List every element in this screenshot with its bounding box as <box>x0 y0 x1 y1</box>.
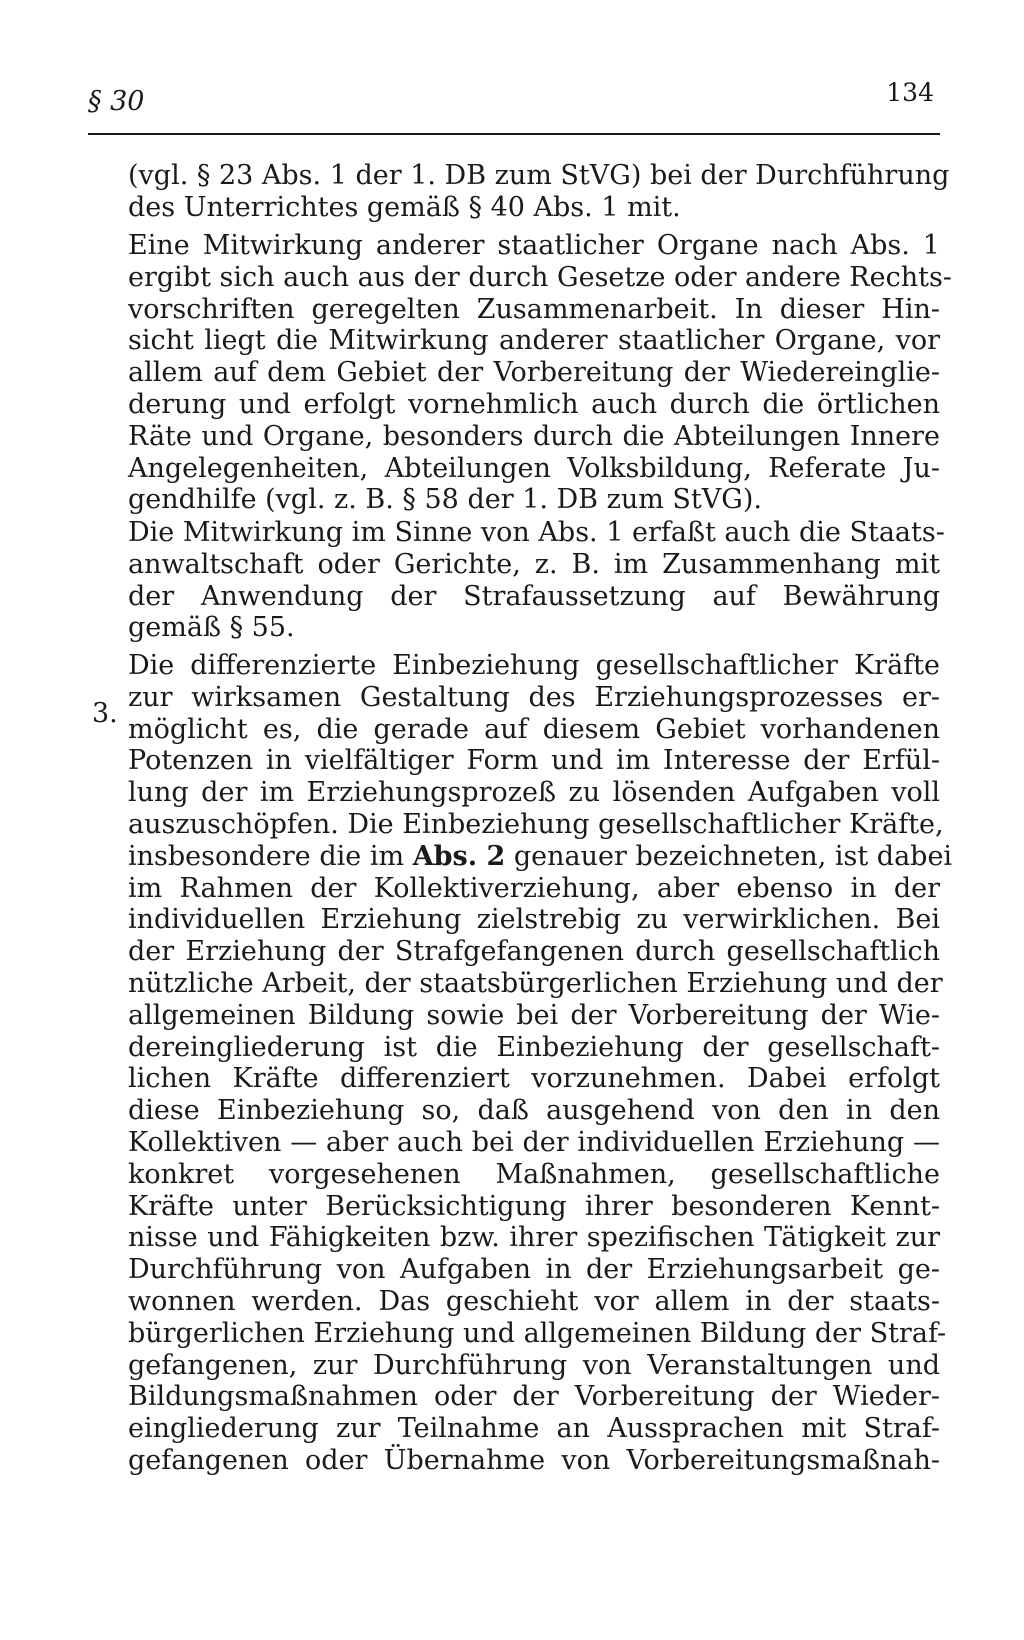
text-line: individuellen Erziehung zielstrebig zu verwirklichen. Bei <box>128 904 940 936</box>
paragraph-staatsanwaltschaft <box>128 517 945 644</box>
text-line: nisse und Fähigkeiten bzw. ihrer spezifischen Tätigkeit zur <box>128 1222 940 1254</box>
text-line: anwaltschaft oder Gerichte, z. B. im Zusammenhang mit <box>128 548 940 580</box>
text-segment: genauer bezeichneten, ist dabei <box>505 840 953 872</box>
text-line: Kräfte unter Berücksichtigung ihrer besonderen Kennt- <box>128 1190 940 1222</box>
text-line: ergibt sich auch aus der durch Gesetze oder andere Rechts- <box>128 261 952 293</box>
text-line: wonnen werden. Das geschieht vor allem in der staats- <box>128 1285 940 1317</box>
text-line: Kollektiven — aber auch bei der individuellen Erziehung — <box>128 1126 940 1158</box>
text-line: gemäß § 55. <box>128 612 295 644</box>
text-line: möglicht es, die gerade auf diesem Gebiet vorhandenen <box>128 713 940 745</box>
text-line: bürgerlichen Erziehung und allgemeinen Bildung der Straf- <box>128 1317 947 1349</box>
text-line: vorschriften geregelten Zusammenarbeit. In dieser Hin- <box>128 293 940 325</box>
text-line: gendhilfe (vgl. z. B. § 58 der 1. DB zum StVG). <box>128 484 762 516</box>
page-number: 134 <box>886 78 934 107</box>
text-line: gefangenen, zur Durchführung von Veranstaltungen und <box>128 1349 940 1381</box>
text-line: der Anwendung der Strafaussetzung auf Bewährung <box>128 580 940 612</box>
text-line: Die differenzierte Einbeziehung gesellschaftlicher Kräfte <box>128 650 940 681</box>
section-reference: § 30 <box>88 86 145 117</box>
text-line: der Erziehung der Strafgefangenen durch gesellschaftlich <box>128 936 940 968</box>
text-line: allem auf dem Gebiet der Vorbereitung der Wiedereinglie- <box>128 357 940 389</box>
text-line: lichen Kräfte differenziert vorzunehmen. Dabei erfolgt <box>128 1063 940 1095</box>
text-line: Potenzen in vielfältiger Form und im Interesse der Erfül- <box>128 745 940 777</box>
header-rule <box>88 133 940 135</box>
text-line: gefangenen oder Übernahme von Vorbereitungsmaßnah- <box>128 1444 940 1476</box>
text-line: Eine Mitwirkung anderer staatlicher Organe nach Abs. 1 <box>128 230 940 261</box>
text-line: (vgl. § 23 Abs. 1 der 1. DB zum StVG) bei der Durchführung <box>128 160 950 191</box>
text-line: Durchführung von Aufgaben in der Erziehungsarbeit ge- <box>128 1254 940 1286</box>
text-line: im Rahmen der Kollektiverziehung, aber ebenso in der <box>128 872 940 904</box>
text-line-with-bold <box>128 840 953 873</box>
paragraph-mitwirkung <box>128 230 952 516</box>
paragraph-continuation <box>128 160 950 224</box>
bold-reference: Abs. 2 <box>412 840 506 872</box>
text-line: auszuschöpfen. Die Einbeziehung gesellschaftlicher Kräfte, <box>128 808 944 840</box>
text-line: allgemeinen Bildung sowie bei der Vorbereitung der Wie- <box>128 999 940 1031</box>
text-line: zur wirksamen Gestaltung des Erziehungsprozesses er- <box>128 681 940 713</box>
list-item-number: 3. <box>92 698 118 729</box>
page-header <box>88 78 940 128</box>
text-line: nützliche Arbeit, der staatsbürgerlichen Erziehung und der <box>128 967 943 999</box>
text-line: Bildungsmaßnahmen oder der Vorbereitung der Wieder- <box>128 1381 940 1413</box>
text-line: diese Einbeziehung so, daß ausgehend von den in den <box>128 1095 940 1127</box>
text-line: sicht liegt die Mitwirkung anderer staatlicher Organe, vor <box>128 325 940 357</box>
text-line: Räte und Organe, besonders durch die Abteilungen Innere <box>128 420 940 452</box>
text-line: Angelegenheiten, Abteilungen Volksbildung, Referate Ju- <box>128 452 940 484</box>
text-line: dereingliederung ist die Einbeziehung der gesellschaft- <box>128 1031 940 1063</box>
text-segment: insbesondere die im <box>128 840 413 872</box>
text-line: lung der im Erziehungsprozeß zu lösenden Aufgaben voll <box>128 777 940 809</box>
text-line: des Unterrichtes gemäß § 40 Abs. 1 mit. <box>128 191 681 223</box>
text-line: Die Mitwirkung im Sinne von Abs. 1 erfaßt auch die Staats- <box>128 517 945 548</box>
text-line: eingliederung zur Teilnahme an Aussprachen mit Straf- <box>128 1413 940 1445</box>
text-line: konkret vorgesehenen Maßnahmen, gesellschaftliche <box>128 1158 940 1190</box>
text-line: derung und erfolgt vornehmlich auch durch die örtlichen <box>128 388 940 420</box>
paragraph-item-3 <box>128 650 953 1477</box>
